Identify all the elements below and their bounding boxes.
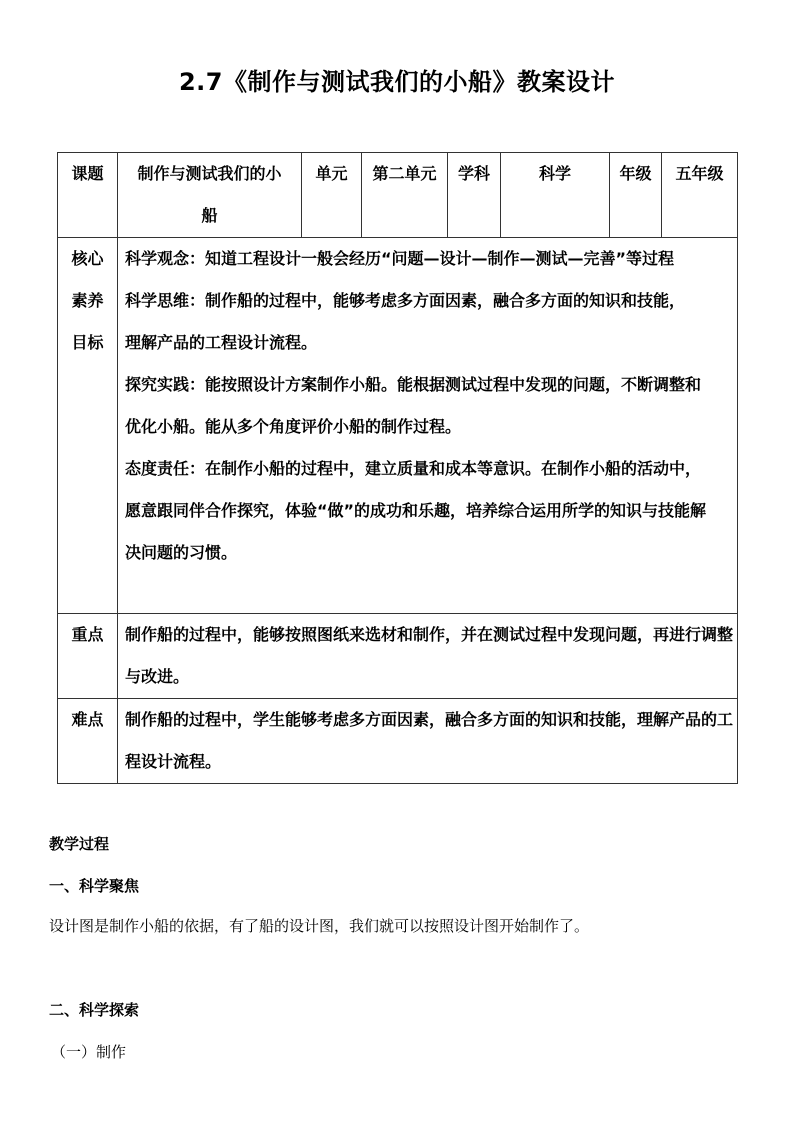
core-goals-label-line: 素养: [71, 291, 104, 310]
subject-label: 学科: [448, 153, 501, 238]
difficult-point-text: 制作船的过程中，学生能够考虑多方面因素，融合多方面的知识和技能，理解产品的工程设计流程。: [118, 699, 738, 784]
core-goals-label-line: 目标: [71, 333, 104, 352]
lesson-value: [118, 153, 302, 238]
key-point-row: [58, 614, 738, 699]
goal-inquiry-practice: 探究实践：能按照设计方案制作小船。能根据测试过程中发现的问题，不断调整和优化小船。能从多个角度评价小船的制作过程。: [125, 375, 702, 436]
difficult-point-row: [58, 699, 738, 784]
lesson-value-line2: 船: [201, 206, 218, 225]
grade-value: 五年级: [662, 153, 738, 238]
process-heading: 教学过程: [49, 835, 110, 853]
page-title: 2.7《制作与测试我们的小船》教案设计: [178, 68, 615, 96]
section1-text: 设计图是制作小船的依据，有了船的设计图，我们就可以按照设计图开始制作了。: [49, 917, 590, 935]
core-goals-label: [58, 238, 118, 614]
lesson-plan-table: [57, 152, 738, 784]
section2-title: 二、科学探索: [49, 1001, 140, 1019]
key-point-label: 重点: [58, 614, 118, 699]
section1-title: 一、科学聚焦: [49, 877, 140, 895]
goal-science-concept: 科学观念：知道工程设计一般会经历“问题—设计—制作—测试—完善”等过程: [125, 249, 675, 268]
subject-value: 科学: [501, 153, 610, 238]
unit-value: 第二单元: [362, 153, 448, 238]
goal-attitude-responsibility: 态度责任：在制作小船的过程中，建立质量和成本等意识。在制作小船的活动中，愿意跟同伴合作探究，体验“做”的成功和乐趣，培养综合运用所学的知识与技能解决问题的习惯。: [125, 459, 707, 562]
key-point-text: 制作船的过程中，能够按照图纸来选材和制作，并在测试过程中发现问题，再进行调整与改进。: [118, 614, 738, 699]
unit-label: 单元: [302, 153, 362, 238]
core-goals-row: [58, 238, 738, 614]
grade-label: 年级: [610, 153, 662, 238]
sub1-title: （一）制作: [51, 1043, 127, 1061]
info-row: [58, 153, 738, 238]
core-goals-label-line: 核心: [71, 249, 104, 268]
difficult-point-label: 难点: [58, 699, 118, 784]
lesson-value-line1: 制作与测试我们的小: [137, 164, 282, 183]
goal-science-thinking: 科学思维：制作船的过程中，能够考虑多方面因素，融合多方面的知识和技能，理解产品的工程设计流程。: [125, 291, 686, 352]
core-goals-content: [118, 238, 738, 614]
lesson-label: 课题: [58, 153, 118, 238]
